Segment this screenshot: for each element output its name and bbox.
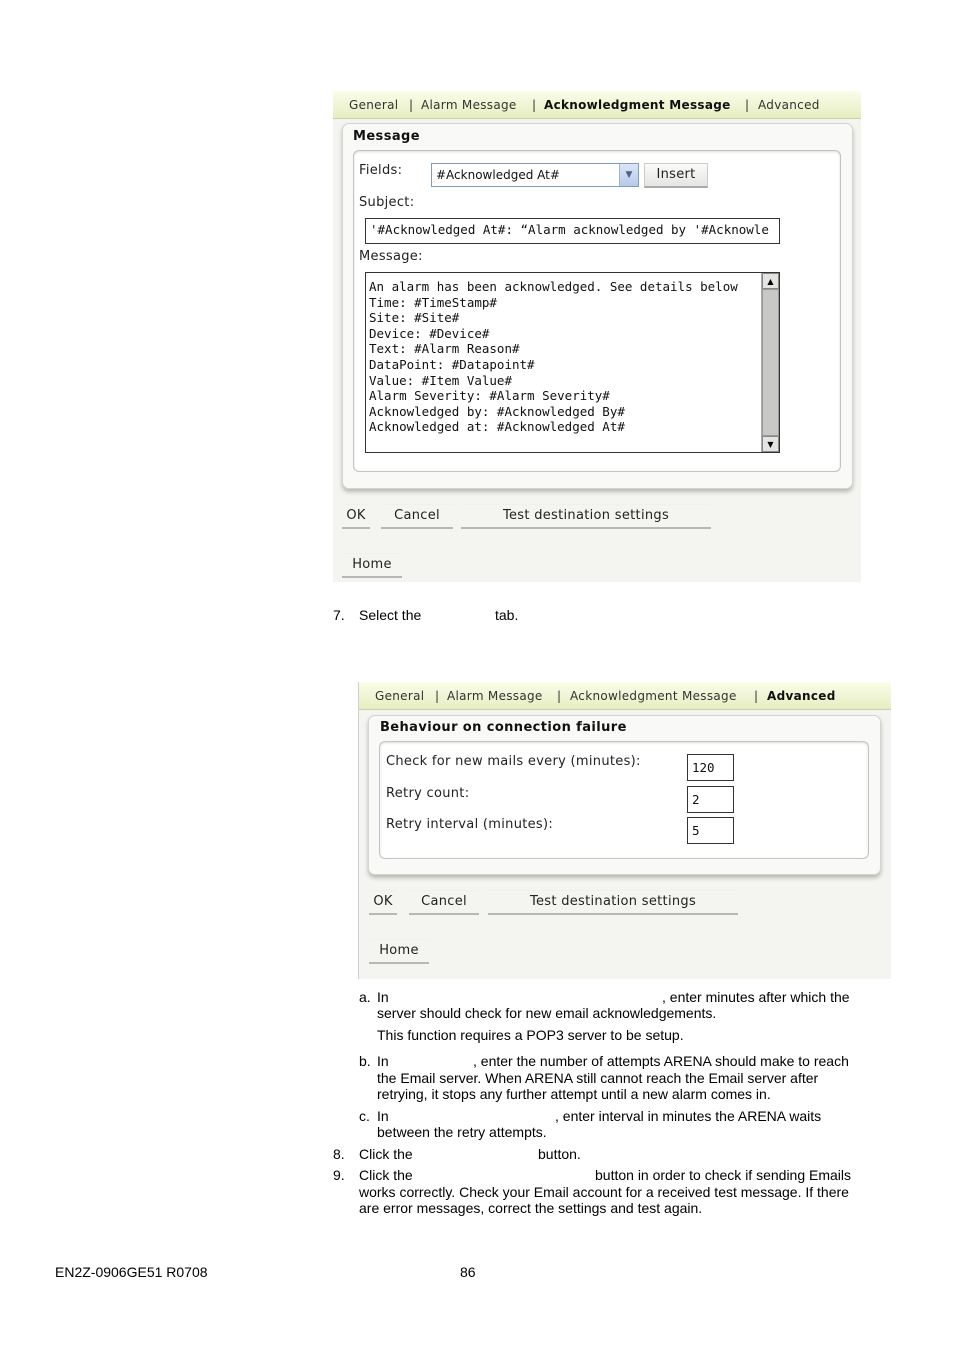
footer-document-code: EN2Z-0906GE51 R0708 (55, 1264, 208, 1280)
tab-separator: | (532, 98, 537, 112)
step-9-text-before: Click the (359, 1167, 413, 1183)
substep-c-in: In (377, 1108, 389, 1124)
tab-acknowledgment-message[interactable]: Acknowledgment Message (570, 689, 737, 703)
step-9-text-after: button in order to check if sending Emails (595, 1167, 852, 1183)
substep-b-in: In (377, 1053, 389, 1069)
step-7-text-before: Select the (359, 607, 422, 623)
retry-interval-label: Retry interval (minutes): (386, 817, 554, 832)
substep-c-text-1: , enter interval in minutes the ARENA waits (555, 1108, 822, 1124)
step-8-text-before: Click the (359, 1146, 413, 1162)
tab-advanced[interactable]: Advanced (767, 689, 836, 703)
test-destination-settings-button[interactable]: Test destination settings (461, 504, 711, 529)
tab-separator: | (557, 689, 562, 703)
step-9-number: 9. (333, 1167, 345, 1183)
cancel-button[interactable]: Cancel (381, 504, 453, 529)
footer-page-number: 86 (460, 1264, 476, 1280)
fields-label: Fields: (359, 163, 403, 178)
message-scrollbar[interactable] (761, 273, 779, 452)
message-line: Value: #Item Value# (369, 372, 512, 388)
step-7-text-after: tab. (495, 607, 519, 623)
substep-b-text-1: , enter the number of attempts ARENA should make to reach (473, 1053, 849, 1069)
step-8-number: 8. (333, 1146, 345, 1162)
scroll-up-arrow-icon[interactable]: ▲ (762, 273, 779, 289)
chevron-down-icon[interactable]: ▼ (619, 164, 638, 186)
message-line: Time: #TimeStamp# (369, 294, 497, 310)
insert-button[interactable]: Insert (644, 163, 708, 188)
substep-b-marker: b. (359, 1053, 371, 1069)
ok-button[interactable]: OK (369, 890, 397, 915)
message-line: DataPoint: #Datapoint# (369, 356, 535, 372)
tab-acknowledgment-message[interactable]: Acknowledgment Message (544, 98, 731, 112)
test-destination-settings-button[interactable]: Test destination settings (488, 890, 738, 915)
tab-separator: | (435, 689, 440, 703)
retry-count-input[interactable]: 2 (687, 786, 734, 813)
message-line: Text: #Alarm Reason# (369, 341, 520, 357)
tab-alarm-message[interactable]: Alarm Message (421, 98, 517, 112)
message-line: Acknowledged by: #Acknowledged By# (369, 403, 625, 419)
substep-a-text-2: server should check for new email acknowledgements. (377, 1005, 717, 1021)
scroll-down-arrow-icon[interactable]: ▼ (762, 436, 779, 452)
step-8-text-after: button. (538, 1146, 581, 1162)
substep-b-text-2: the Email server. When ARENA still cannot reach the Email server after (377, 1070, 819, 1086)
substep-a-note: This function requires a POP3 server to be setup. (377, 1027, 684, 1043)
message-section-title: Message (353, 129, 420, 144)
message-line: Device: #Device# (369, 325, 490, 341)
tab-advanced[interactable]: Advanced (758, 98, 820, 112)
message-line: An alarm has been acknowledged. See details below (369, 279, 738, 294)
substep-b-text-3: retrying, it stops any further attempt until a new alarm comes in. (377, 1086, 771, 1102)
tab-general[interactable]: General (375, 689, 425, 703)
ok-button[interactable]: OK (342, 504, 370, 529)
message-line: Acknowledged at: #Acknowledged At# (369, 419, 625, 435)
fields-select-value: #Acknowledged At# (436, 168, 560, 182)
subject-label: Subject: (359, 195, 415, 210)
home-button[interactable]: Home (369, 939, 429, 964)
step-7-number: 7. (333, 607, 345, 623)
fields-select[interactable] (431, 163, 639, 187)
substep-c-marker: c. (359, 1108, 370, 1124)
substep-a-text-1: , enter minutes after which the (662, 989, 850, 1005)
message-label: Message: (359, 249, 423, 264)
tab-separator: | (754, 689, 759, 703)
substep-c-text-2: between the retry attempts. (377, 1124, 547, 1140)
retry-interval-input[interactable]: 5 (687, 817, 734, 844)
tab-bar (359, 682, 891, 710)
scroll-thumb[interactable] (762, 289, 779, 436)
retry-count-label: Retry count: (386, 786, 470, 801)
message-text (369, 279, 738, 435)
home-button[interactable]: Home (342, 553, 402, 578)
step-9-line-2: works correctly. Check your Email account for a received test message. If there (359, 1184, 849, 1200)
advanced-settings-screenshot (358, 682, 891, 979)
substep-a-marker: a. (359, 989, 371, 1005)
cancel-button[interactable]: Cancel (409, 890, 479, 915)
check-mails-label: Check for new mails every (minutes): (386, 754, 641, 769)
acknowledgment-message-screenshot (333, 91, 861, 582)
tab-alarm-message[interactable]: Alarm Message (447, 689, 543, 703)
tab-separator: | (745, 98, 750, 112)
check-mails-input[interactable]: 120 (687, 754, 734, 781)
message-line: Alarm Severity: #Alarm Severity# (369, 388, 610, 404)
message-line: Site: #Site# (369, 310, 460, 326)
connection-failure-title: Behaviour on connection failure (380, 720, 627, 735)
tab-separator: | (409, 98, 414, 112)
step-9-line-3: are error messages, correct the settings and test again. (359, 1200, 703, 1216)
substep-a-in: In (377, 989, 389, 1005)
message-textarea[interactable] (365, 272, 780, 453)
subject-input[interactable]: '#Acknowledged At#: “Alarm acknowledged by '#Acknowle (365, 218, 780, 244)
tab-bar (333, 91, 861, 119)
tab-general[interactable]: General (349, 98, 399, 112)
